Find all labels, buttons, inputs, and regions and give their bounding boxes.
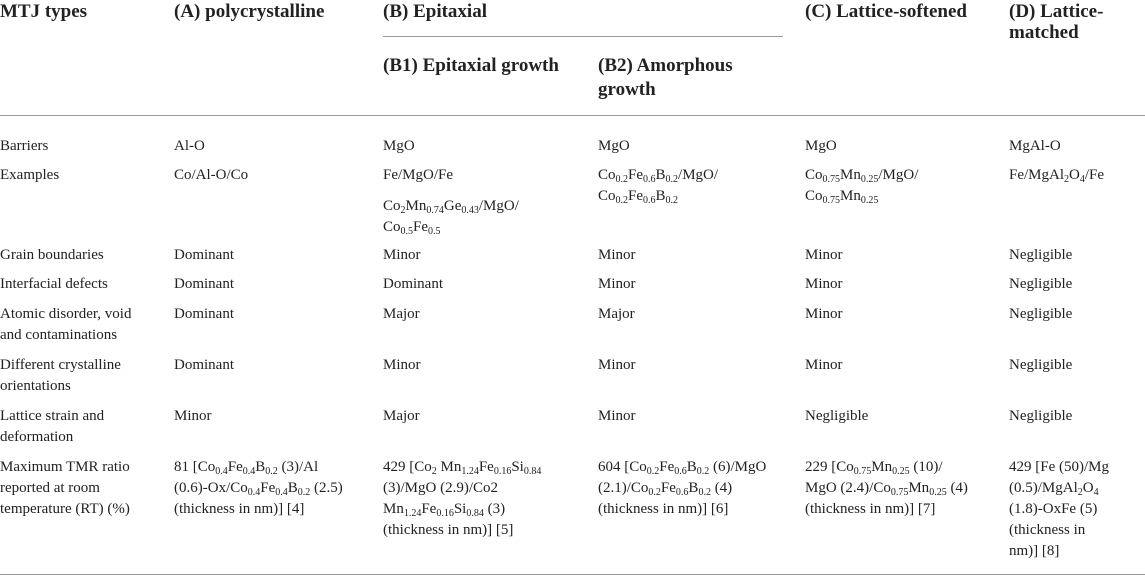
header-bottom-rule: [0, 115, 1145, 116]
cell-atomic-b1: Major: [383, 306, 420, 322]
cell-tmr-b2-line3: (thickness in nm)] [6]: [598, 501, 729, 517]
cell-strain-b1: Major: [383, 408, 420, 424]
cell-tmr-b1-line4: (thickness in nm)] [5]: [383, 522, 514, 538]
row-label-examples: Examples: [0, 167, 60, 183]
cell-barriers-b2: MgO: [598, 138, 630, 154]
cell-examples-b1-line2: $Co_2Mn_{0.74}Ge_{0.43}/MgO/$: [383, 198, 519, 216]
cell-tmr-b1-line3: $Mn_{1.24}Fe_{0.16}Si_{0.84}$ (3): [383, 501, 506, 519]
cell-grain-b2: Minor: [598, 247, 636, 263]
header-lattice-matched-line1: (D) Lattice-: [1009, 1, 1104, 22]
header-amorphous-growth-line1: (B2) Amorphous: [598, 55, 733, 76]
cell-tmr-a-line1: 81 [$Co_{0.4}Fe_{0.4}B_{0.2}$ (3)/Al: [174, 459, 319, 477]
row-label-tmr-line3: temperature (RT) (%): [0, 501, 130, 517]
row-label-atomic-disorder-line2: and contaminations: [0, 327, 118, 343]
cell-grain-d: Negligible: [1009, 247, 1073, 263]
cell-examples-b1-line1: Fe/MgO/Fe: [383, 167, 454, 183]
cell-tmr-d-line1: 429 [Fe (50)/Mg: [1009, 459, 1109, 475]
row-label-atomic-disorder-line1: Atomic disorder, void: [0, 306, 132, 322]
row-label-orientations-line1: Different crystalline: [0, 357, 121, 373]
cell-tmr-d-line2: $(0.5)/MgAl_2O_4$: [1009, 480, 1099, 498]
cell-barriers-b1: MgO: [383, 138, 415, 154]
cell-tmr-d-line5: nm)] [8]: [1009, 543, 1060, 559]
cell-barriers-c: MgO: [805, 138, 837, 154]
cell-grain-b1: Minor: [383, 247, 421, 263]
cell-tmr-a-line2: $(0.6)-Ox/Co_{0.4}Fe_{0.4}B_{0.2}$ (2.5): [174, 480, 343, 498]
cell-tmr-d-line3: (1.8)-OxFe (5): [1009, 501, 1098, 517]
cell-interfacial-d: Negligible: [1009, 276, 1073, 292]
header-polycrystalline: (A) polycrystalline: [174, 1, 325, 22]
epitaxial-group-rule: [383, 36, 783, 37]
table-bottom-rule: [0, 574, 1145, 575]
cell-orientation-b1: Minor: [383, 357, 421, 373]
cell-interfacial-a: Dominant: [174, 276, 234, 292]
cell-examples-b1-line3: $Co_{0.5}Fe_{0.5}$: [383, 219, 441, 237]
cell-interfacial-c: Minor: [805, 276, 843, 292]
cell-strain-a: Minor: [174, 408, 212, 424]
cell-examples-c-line2: $Co_{0.75}Mn_{0.25}$: [805, 188, 879, 206]
header-lattice-softened: (C) Lattice-softened: [805, 1, 967, 22]
cell-grain-c: Minor: [805, 247, 843, 263]
header-epitaxial: (B) Epitaxial: [383, 1, 487, 22]
row-label-tmr-line1: Maximum TMR ratio: [0, 459, 130, 475]
cell-examples-a: Co/Al-O/Co: [174, 167, 249, 183]
cell-interfacial-b2: Minor: [598, 276, 636, 292]
cell-strain-b2: Minor: [598, 408, 636, 424]
header-amorphous-growth-line2: growth: [598, 79, 656, 100]
row-label-barriers: Barriers: [0, 138, 49, 154]
cell-orientation-d: Negligible: [1009, 357, 1073, 373]
header-lattice-matched-line2: matched: [1009, 22, 1079, 43]
cell-atomic-a: Dominant: [174, 306, 234, 322]
cell-tmr-d-line4: (thickness in: [1009, 522, 1086, 538]
cell-tmr-b2-line1: 604 [$Co_{0.2}Fe_{0.6}B_{0.2}$ (6)/MgO: [598, 459, 767, 477]
cell-orientation-a: Dominant: [174, 357, 234, 373]
cell-grain-a: Dominant: [174, 247, 234, 263]
header-mtj-types: MTJ types: [0, 1, 88, 22]
cell-examples-b2-line1: $Co_{0.2}Fe_{0.6}B_{0.2}/MgO/$: [598, 167, 719, 185]
row-label-interfacial-defects: Interfacial defects: [0, 276, 108, 292]
cell-strain-c: Negligible: [805, 408, 869, 424]
cell-tmr-c-line2: MgO $(2.4)/Co_{0.75}Mn_{0.25}$ (4): [805, 480, 968, 498]
cell-tmr-b1-line2: (3)/MgO (2.9)/Co2: [383, 480, 498, 496]
cell-tmr-b1-line1: 429 [$Co_2$ $Mn_{1.24}Fe_{0.16}Si_{0.84}$: [383, 459, 542, 477]
row-label-lattice-strain-line1: Lattice strain and: [0, 408, 105, 424]
cell-examples-b2-line2: $Co_{0.2}Fe_{0.6}B_{0.2}$: [598, 188, 679, 206]
cell-interfacial-b1: Dominant: [383, 276, 443, 292]
cell-atomic-b2: Major: [598, 306, 635, 322]
row-label-lattice-strain-line2: deformation: [0, 429, 74, 445]
cell-atomic-c: Minor: [805, 306, 843, 322]
cell-tmr-c-line3: (thickness in nm)] [7]: [805, 501, 936, 517]
cell-barriers-d: MgAl-O: [1009, 138, 1061, 154]
cell-atomic-d: Negligible: [1009, 306, 1073, 322]
cell-examples-d: $Fe/MgAl_2O_4/Fe$: [1009, 167, 1105, 185]
row-label-grain-boundaries: Grain boundaries: [0, 247, 104, 263]
header-epitaxial-growth: (B1) Epitaxial growth: [383, 55, 559, 76]
cell-tmr-b2-line2: $(2.1)/Co_{0.2}Fe_{0.6}B_{0.2}$ (4): [598, 480, 733, 498]
cell-tmr-c-line1: 229 [$Co_{0.75}Mn_{0.25}$ (10)/: [805, 459, 943, 477]
row-label-orientations-line2: orientations: [0, 378, 71, 394]
cell-barriers-a: Al-O: [174, 138, 205, 154]
cell-orientation-c: Minor: [805, 357, 843, 373]
cell-orientation-b2: Minor: [598, 357, 636, 373]
cell-strain-d: Negligible: [1009, 408, 1073, 424]
cell-tmr-a-line3: (thickness in nm)] [4]: [174, 501, 305, 517]
cell-examples-c-line1: $Co_{0.75}Mn_{0.25}/MgO/$: [805, 167, 919, 185]
row-label-tmr-line2: reported at room: [0, 480, 100, 496]
